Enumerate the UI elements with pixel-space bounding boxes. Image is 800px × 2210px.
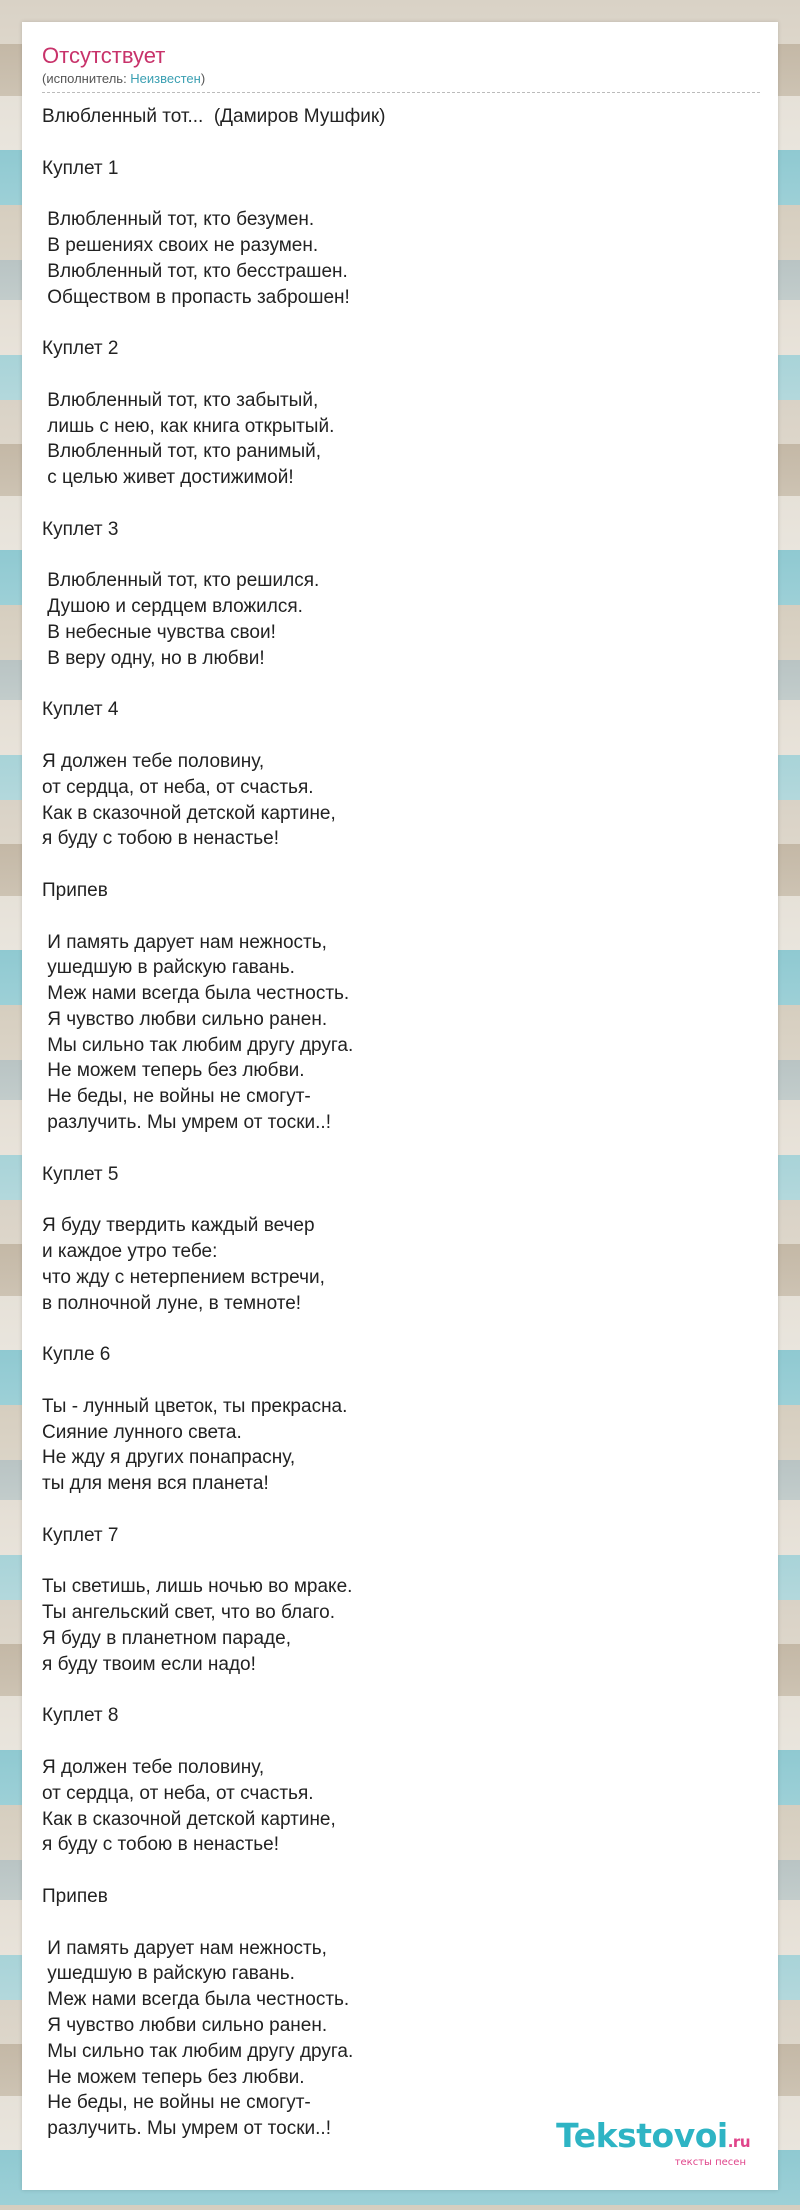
logo-name: Tekstovoi [556, 2116, 728, 2155]
artist-prefix: (исполнитель: [42, 71, 131, 86]
song-header [42, 42, 760, 88]
artist-link[interactable]: Неизвестен [130, 71, 201, 86]
song-title: Отсутствует [42, 43, 166, 68]
header-divider [42, 92, 760, 93]
logo-tld: .ru [727, 2133, 750, 2151]
logo-wordmark [556, 2116, 750, 2159]
logo-tagline: тексты песен [674, 2157, 746, 2168]
artist-line [42, 70, 760, 88]
artist-suffix: ) [200, 71, 206, 86]
lyrics-card [22, 22, 778, 2190]
site-logo[interactable] [556, 2116, 750, 2168]
lyrics-text: Влюбленный тот... (Дамиров Мушфик) Куплет 1 Влюбленный тот, кто безумен. В решениях своих не разумен. Влюбленный тот, кто бесстрашен. Обществом в пропасть заброшен! Куплет 2 Влюбленный тот, кто забытый, лишь с нею, как книга открытый. Влюбленный тот, кто ранимый, с целью живет достижимой! Куплет 3 Влюбленный тот, кто решился. Душою и сердцем вложился. В небесные чувства свои! В веру одну, но в любви! Куплет 4 Я должен тебе половину, от сердца, от неба, от счастья. Как в сказочной детской картине, я буду с тобою в ненастье! Припев И память дарует нам нежность, ушедшую в райскую гавань. Меж нами всегда была честность. Я чувство любви сильно ранен. Мы сильно так любим другу друга. Не можем теперь без любви. Не беды, не войны не смогут- разлучить. Мы умрем от тоски..! Куплет 5 Я буду твердить каждый вечер и каждое утро тебе: что жду с нетерпением встречи, в полночной луне, в темноте! Купле 6 Ты - лунный цветок, ты прекрасна. Сияние лунного света. Не жду я других понапрасну, ты для меня вся планета! Куплет 7 Ты светишь, лишь ночью во мраке. Ты ангельский свет, что во благо. Я буду в планетном параде, я буду твоим если надо! Куплет 8 Я должен тебе половину, от сердца, от неба, от счастья. Как в сказочной детской картине, я буду с тобою в ненастье! Припев И память дарует нам нежность, ушедшую в райскую гавань. Меж нами всегда была честность. Я чувство любви сильно ранен. Мы сильно так любим другу друга. Не можем теперь без любви. Не беды, не войны не смогут- разлучить. Мы умрем от тоски..! [42, 106, 386, 2140]
